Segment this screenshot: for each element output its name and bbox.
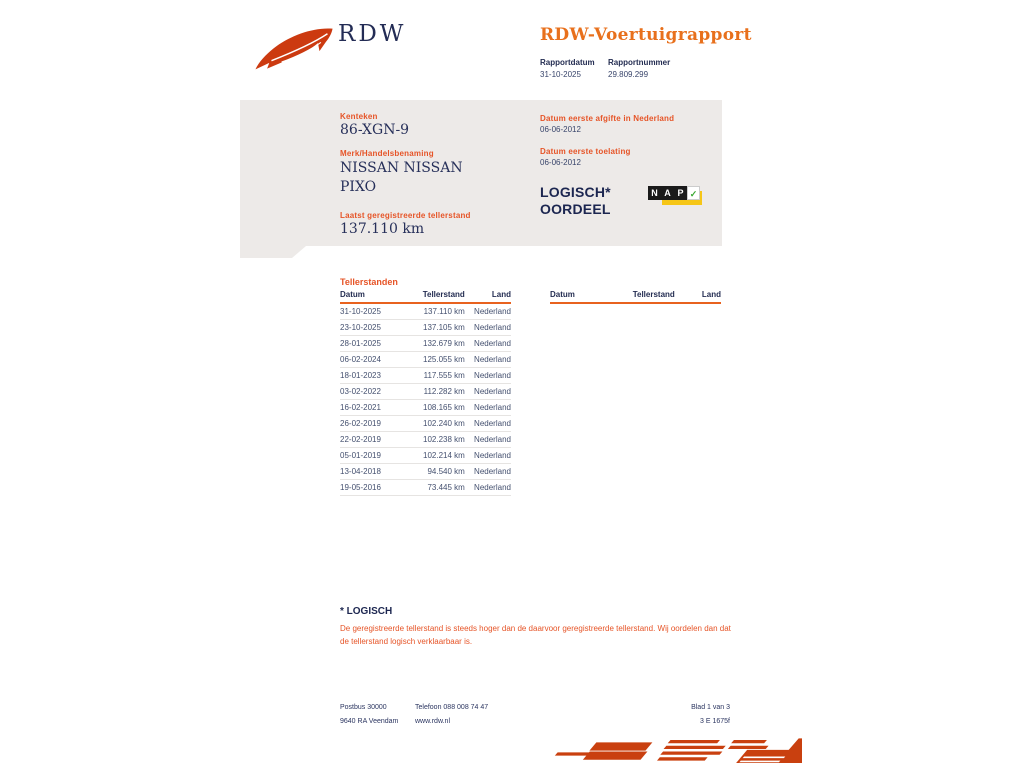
table-cell: 19-05-2016 xyxy=(340,483,381,492)
table-row xyxy=(340,400,511,416)
table-cell: 13-04-2018 xyxy=(340,467,381,476)
table-cell: Nederland xyxy=(474,403,511,412)
table-cell: Nederland xyxy=(474,483,511,492)
column-header-land: Land xyxy=(491,290,511,299)
afgifte-value: 06-06-2012 xyxy=(540,125,581,134)
nap-letter-p: P xyxy=(674,186,687,200)
footer-contact xyxy=(415,701,488,729)
table-cell: Nederland xyxy=(474,435,511,444)
table-row xyxy=(340,368,511,384)
tellerstand-label: Laatst geregistreerde tellerstand xyxy=(340,211,471,220)
table-body xyxy=(340,304,511,496)
column-header-tellerstand: Tellerstand xyxy=(632,290,675,299)
nap-letter-n: N xyxy=(648,186,661,200)
table-cell: 28-01-2025 xyxy=(340,339,381,348)
footer-website: www.rdw.nl xyxy=(415,718,451,725)
table-cell: Nederland xyxy=(474,419,511,428)
table-row xyxy=(340,320,511,336)
oordeel-line2: OORDEEL xyxy=(540,201,611,217)
table-row xyxy=(340,464,511,480)
kenteken-value: 86-XGN-9 xyxy=(340,122,410,138)
table-cell: 26-02-2019 xyxy=(340,419,381,428)
table-row xyxy=(340,352,511,368)
table-header-row xyxy=(550,290,721,304)
table-cell: 102.238 km xyxy=(423,435,465,444)
table-cell: Nederland xyxy=(474,307,511,316)
table-cell: 112.282 km xyxy=(423,387,465,396)
nap-check-icon: ✓ xyxy=(687,186,700,200)
tellerstanden-heading: Tellerstanden xyxy=(340,277,398,287)
table-cell: Nederland xyxy=(474,451,511,460)
footer-form-code: 3 E 1675f xyxy=(700,718,730,725)
table-cell: 73.445 km xyxy=(427,483,465,492)
footer-page-number: Blad 1 van 3 xyxy=(691,704,730,711)
table-cell: 06-02-2024 xyxy=(340,355,381,364)
rdw-logo-icon xyxy=(254,26,334,72)
tellerstand-value: 137.110 km xyxy=(340,221,425,237)
table-cell: 137.105 km xyxy=(423,323,465,332)
table-cell: Nederland xyxy=(474,387,511,396)
footer-address xyxy=(340,701,398,729)
report-number-block xyxy=(608,58,670,79)
table-cell: 102.240 km xyxy=(423,419,465,428)
table-cell: 117.555 km xyxy=(423,371,465,380)
report-title: RDW-Voertuigrapport xyxy=(540,25,752,45)
table-cell: Nederland xyxy=(474,371,511,380)
table-row xyxy=(340,416,511,432)
toelating-label: Datum eerste toelating xyxy=(540,147,631,156)
merk-value: NISSAN NISSAN PIXO xyxy=(340,160,463,195)
afgifte-label: Datum eerste afgifte in Nederland xyxy=(540,114,675,123)
table-cell: 18-01-2023 xyxy=(340,371,381,380)
table-cell: 22-02-2019 xyxy=(340,435,381,444)
nap-letter-a: A xyxy=(661,186,674,200)
tellerstanden-table-left xyxy=(340,290,511,496)
table-row xyxy=(340,336,511,352)
table-row xyxy=(340,448,511,464)
nap-logo xyxy=(648,186,700,206)
table-row xyxy=(340,384,511,400)
table-cell: Nederland xyxy=(474,339,511,348)
footer-address-line2: 9640 RA Veendam xyxy=(340,718,399,725)
merk-label: Merk/Handelsbenaming xyxy=(340,149,434,158)
column-header-datum: Datum xyxy=(340,290,365,299)
table-cell: Nederland xyxy=(474,355,511,364)
table-cell: 125.055 km xyxy=(423,355,465,364)
table-cell: 03-02-2022 xyxy=(340,387,381,396)
table-cell: 137.110 km xyxy=(423,307,465,316)
rdw-stripes-graphic xyxy=(540,735,802,768)
rdw-logo-text: RDW xyxy=(338,21,407,47)
table-header-row xyxy=(340,290,511,304)
table-cell: Nederland xyxy=(474,467,511,476)
footnote-heading: * LOGISCH xyxy=(340,606,393,617)
oordeel-line1: LOGISCH* xyxy=(540,184,611,200)
footer-address-line1: Postbus 30000 xyxy=(340,704,387,711)
table-cell: 05-01-2019 xyxy=(340,451,381,460)
report-number-value: 29.809.299 xyxy=(608,70,649,79)
oordeel-text xyxy=(540,184,611,218)
table-cell: 102.214 km xyxy=(423,451,465,460)
kenteken-label: Kenteken xyxy=(340,112,378,121)
table-cell: Nederland xyxy=(474,323,511,332)
table-cell: 23-10-2025 xyxy=(340,323,381,332)
table-row xyxy=(340,304,511,320)
footnote-body: De geregistreerde tellerstand is steeds hoger dan de daarvoor geregistreerde tellerstand. Wij oordelen dan dat de tellerstand logisch verklaarbaar is. xyxy=(340,624,731,646)
footer-page-info xyxy=(600,701,730,729)
column-header-land: Land xyxy=(701,290,721,299)
table-cell: 94.540 km xyxy=(427,467,465,476)
report-date-label: Rapportdatum xyxy=(540,58,595,67)
toelating-value: 06-06-2012 xyxy=(540,158,581,167)
column-header-tellerstand: Tellerstand xyxy=(422,290,465,299)
report-date-block xyxy=(540,58,595,79)
vehicle-summary-panel xyxy=(240,100,722,258)
table-row xyxy=(340,480,511,496)
report-date-value: 31-10-2025 xyxy=(540,70,581,79)
table-cell: 108.165 km xyxy=(423,403,465,412)
tellerstanden-table-right xyxy=(550,290,721,304)
footer-phone: Telefoon 088 008 74 47 xyxy=(415,704,489,711)
table-cell: 31-10-2025 xyxy=(340,307,381,316)
table-cell: 16-02-2021 xyxy=(340,403,381,412)
table-row xyxy=(340,432,511,448)
column-header-datum: Datum xyxy=(550,290,575,299)
table-cell: 132.679 km xyxy=(423,339,465,348)
report-number-label: Rapportnummer xyxy=(608,58,671,67)
